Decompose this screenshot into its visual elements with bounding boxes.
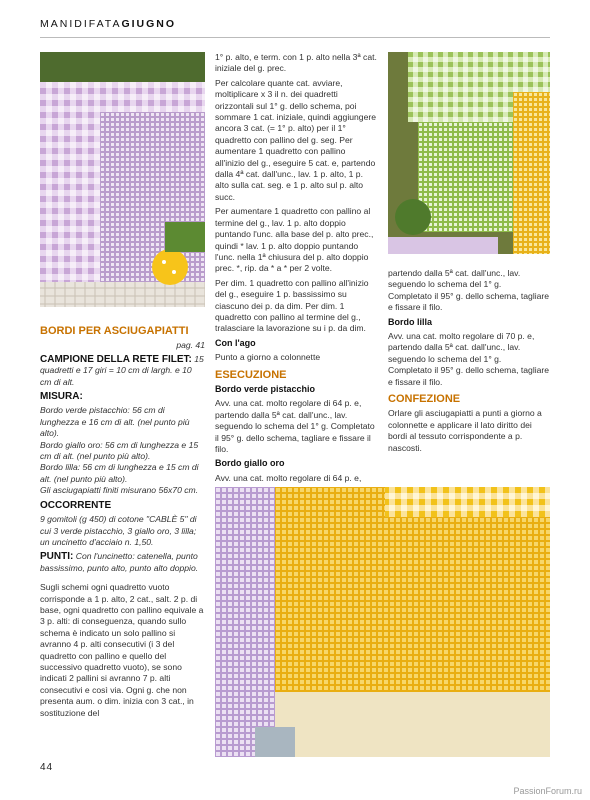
giallo-heading: Bordo giallo oro <box>215 458 285 469</box>
photo-yellow-towel <box>215 487 550 757</box>
misura-giallo: Bordo giallo oro: 56 cm di lunghezza e 15 cm di alt. (nel punto più alto). <box>40 439 199 462</box>
lilla-text: Avv. una cat. molto regolare di 70 p. e, partendo dalla 5ª cat. dall'unc., lav. seguendo lo schema del 1° g. <box>388 331 535 364</box>
confezione-text: Orlare gli asciugapiatti a punti a giorno a colonnette e applicare il lato diritto dei bordi al tessuto corrispondente a p. nascosti. <box>388 408 542 453</box>
column-3 <box>388 268 550 457</box>
column-2 <box>215 52 377 487</box>
page-reference: pag. 41 <box>176 340 205 351</box>
body-text: Sugli schemi ogni quadretto vuoto corrisponde a 1 p. alto, 2 cat., salt. 2 p. di base, ogni quadretto con pallino equivale a 3 p. alti: di conseguenza, quando sullo schema è indicato un solo pallino si avranno 4 p. alti consecutivi (i 3 del quadretto con pallino e quello del successivo quadretto vuoto), se sono indicati 2 pallini si avranno 7 p. alti consecutivi e così via. Ogni g. che non presenta aum. o dim. inizia con 3 cat., in sostituzione del <box>40 582 204 718</box>
column-1 <box>40 326 205 722</box>
lilla-heading: Bordo lilla <box>388 316 433 327</box>
occorrente-heading: OCCORRENTE <box>40 499 112 511</box>
campione-block: CAMPIONE DELLA RETE FILET: 15 quadretti e 17 giri = 10 cm di largh. e 10 cm di alt. <box>40 353 204 387</box>
occorrente-text: 9 gomitoli (g 450) di cotone "CABLÈ 5" di cui 3 verde pistacchio, 3 giallo oro, 3 lilla; un uncinetto d'acciaio n. 1,50. <box>40 514 197 547</box>
photo-green-towel <box>388 52 550 254</box>
paragraph: Per dim. 1 quadretto con pallino all'inizio del g., eseguire 1 p. bassissimo su ciascuno dei p. da dim. Per dim. 1 quadretto con pallino al termine del g., tralasciare la lavorazione su i p. da dim. <box>215 277 369 334</box>
misura-heading: MISURA: <box>40 391 83 403</box>
confezione-heading: CONFEZIONE <box>388 393 461 406</box>
giallo-finish: Completato il 95° g. dello schema, tagliare e fissare il filo. <box>388 290 550 313</box>
giallo-text: Avv. una cat. molto regolare di 64 p. e, <box>215 472 362 483</box>
ago-text: Punto a giorno a colonnette <box>215 352 321 363</box>
paragraph: 1° p. alto, e term. con 1 p. alto nella 3ª cat. iniziale del g. prec. <box>215 52 377 74</box>
misura-finiti: Gli asciugapiatti finiti misurano 56x70 cm. <box>40 485 199 496</box>
punti-block: PUNTI: Con l'uncinetto: catenella, punto bassissimo, punto alto, punto alto doppio. <box>40 551 199 573</box>
section-title: BORDI PER ASCIUGAPIATTI <box>40 325 189 337</box>
watermark: PassionForum.ru <box>513 786 582 796</box>
paragraph: Per aumentare 1 quadretto con pallino al termine del g., lav. 1 p. alto doppio puntando l'unc. alla base del p. alto prec., quindi * lav. 1 p. alto doppio puntando l'unc. nella 1ª chiusura del p. alto doppio prec. *, rip. da * a * per 2 volte. <box>215 206 374 274</box>
misura-verde: Bordo verde pistacchio: 56 cm di lunghezza e 16 cm di alt. (nel punto più alto). <box>40 405 190 439</box>
header-rule <box>40 37 550 38</box>
magazine-header: MANIDIFATAGIUGNO <box>40 18 177 30</box>
verde-text: Avv. una cat. molto regolare di 64 p. e, partendo dalla 5ª cat. dall'unc., lav. seguendo lo schema del 1° g. Completato il 95° g. dello schema, tagliare e fissare il filo. <box>215 398 375 454</box>
verde-heading: Bordo verde pistacchio <box>215 383 316 394</box>
ago-heading: Con l'ago <box>215 337 256 348</box>
lilla-finish: Completato il 95° g. dello schema, tagliare e fissare il filo. <box>388 365 550 387</box>
esecuzione-heading: ESECUZIONE <box>215 368 287 381</box>
giallo-continued: partendo dalla 5ª cat. dall'unc., lav. seguendo lo schema del 1° g. <box>388 268 521 290</box>
photo-lilac-towel <box>40 52 205 307</box>
paragraph: Per calcolare quante cat. avviare, moltiplicare x 3 il n. dei quadretti orizzontali sul 1° g. dello schema, poi sommare 1 cat. iniziale, quindi aggiungere ancora 3 cat. (= 1° p. alto) per il 1° quadretto con pallino del g. seg. Per aumentare 1 quadretto con pallino all'inizio del g., eseguire 5 cat. e, partendo dalla 4ª cat. dall'unc., lav. 1 p. alto, 1 p. alto sulla cat. seg. e 1 p. alto sul p. alto succ. <box>215 77 376 202</box>
misura-lilla: Bordo lilla: 56 cm di lunghezza e 15 cm di alt. (nel punto più alto). <box>40 462 199 484</box>
page-number: 44 <box>40 762 54 773</box>
